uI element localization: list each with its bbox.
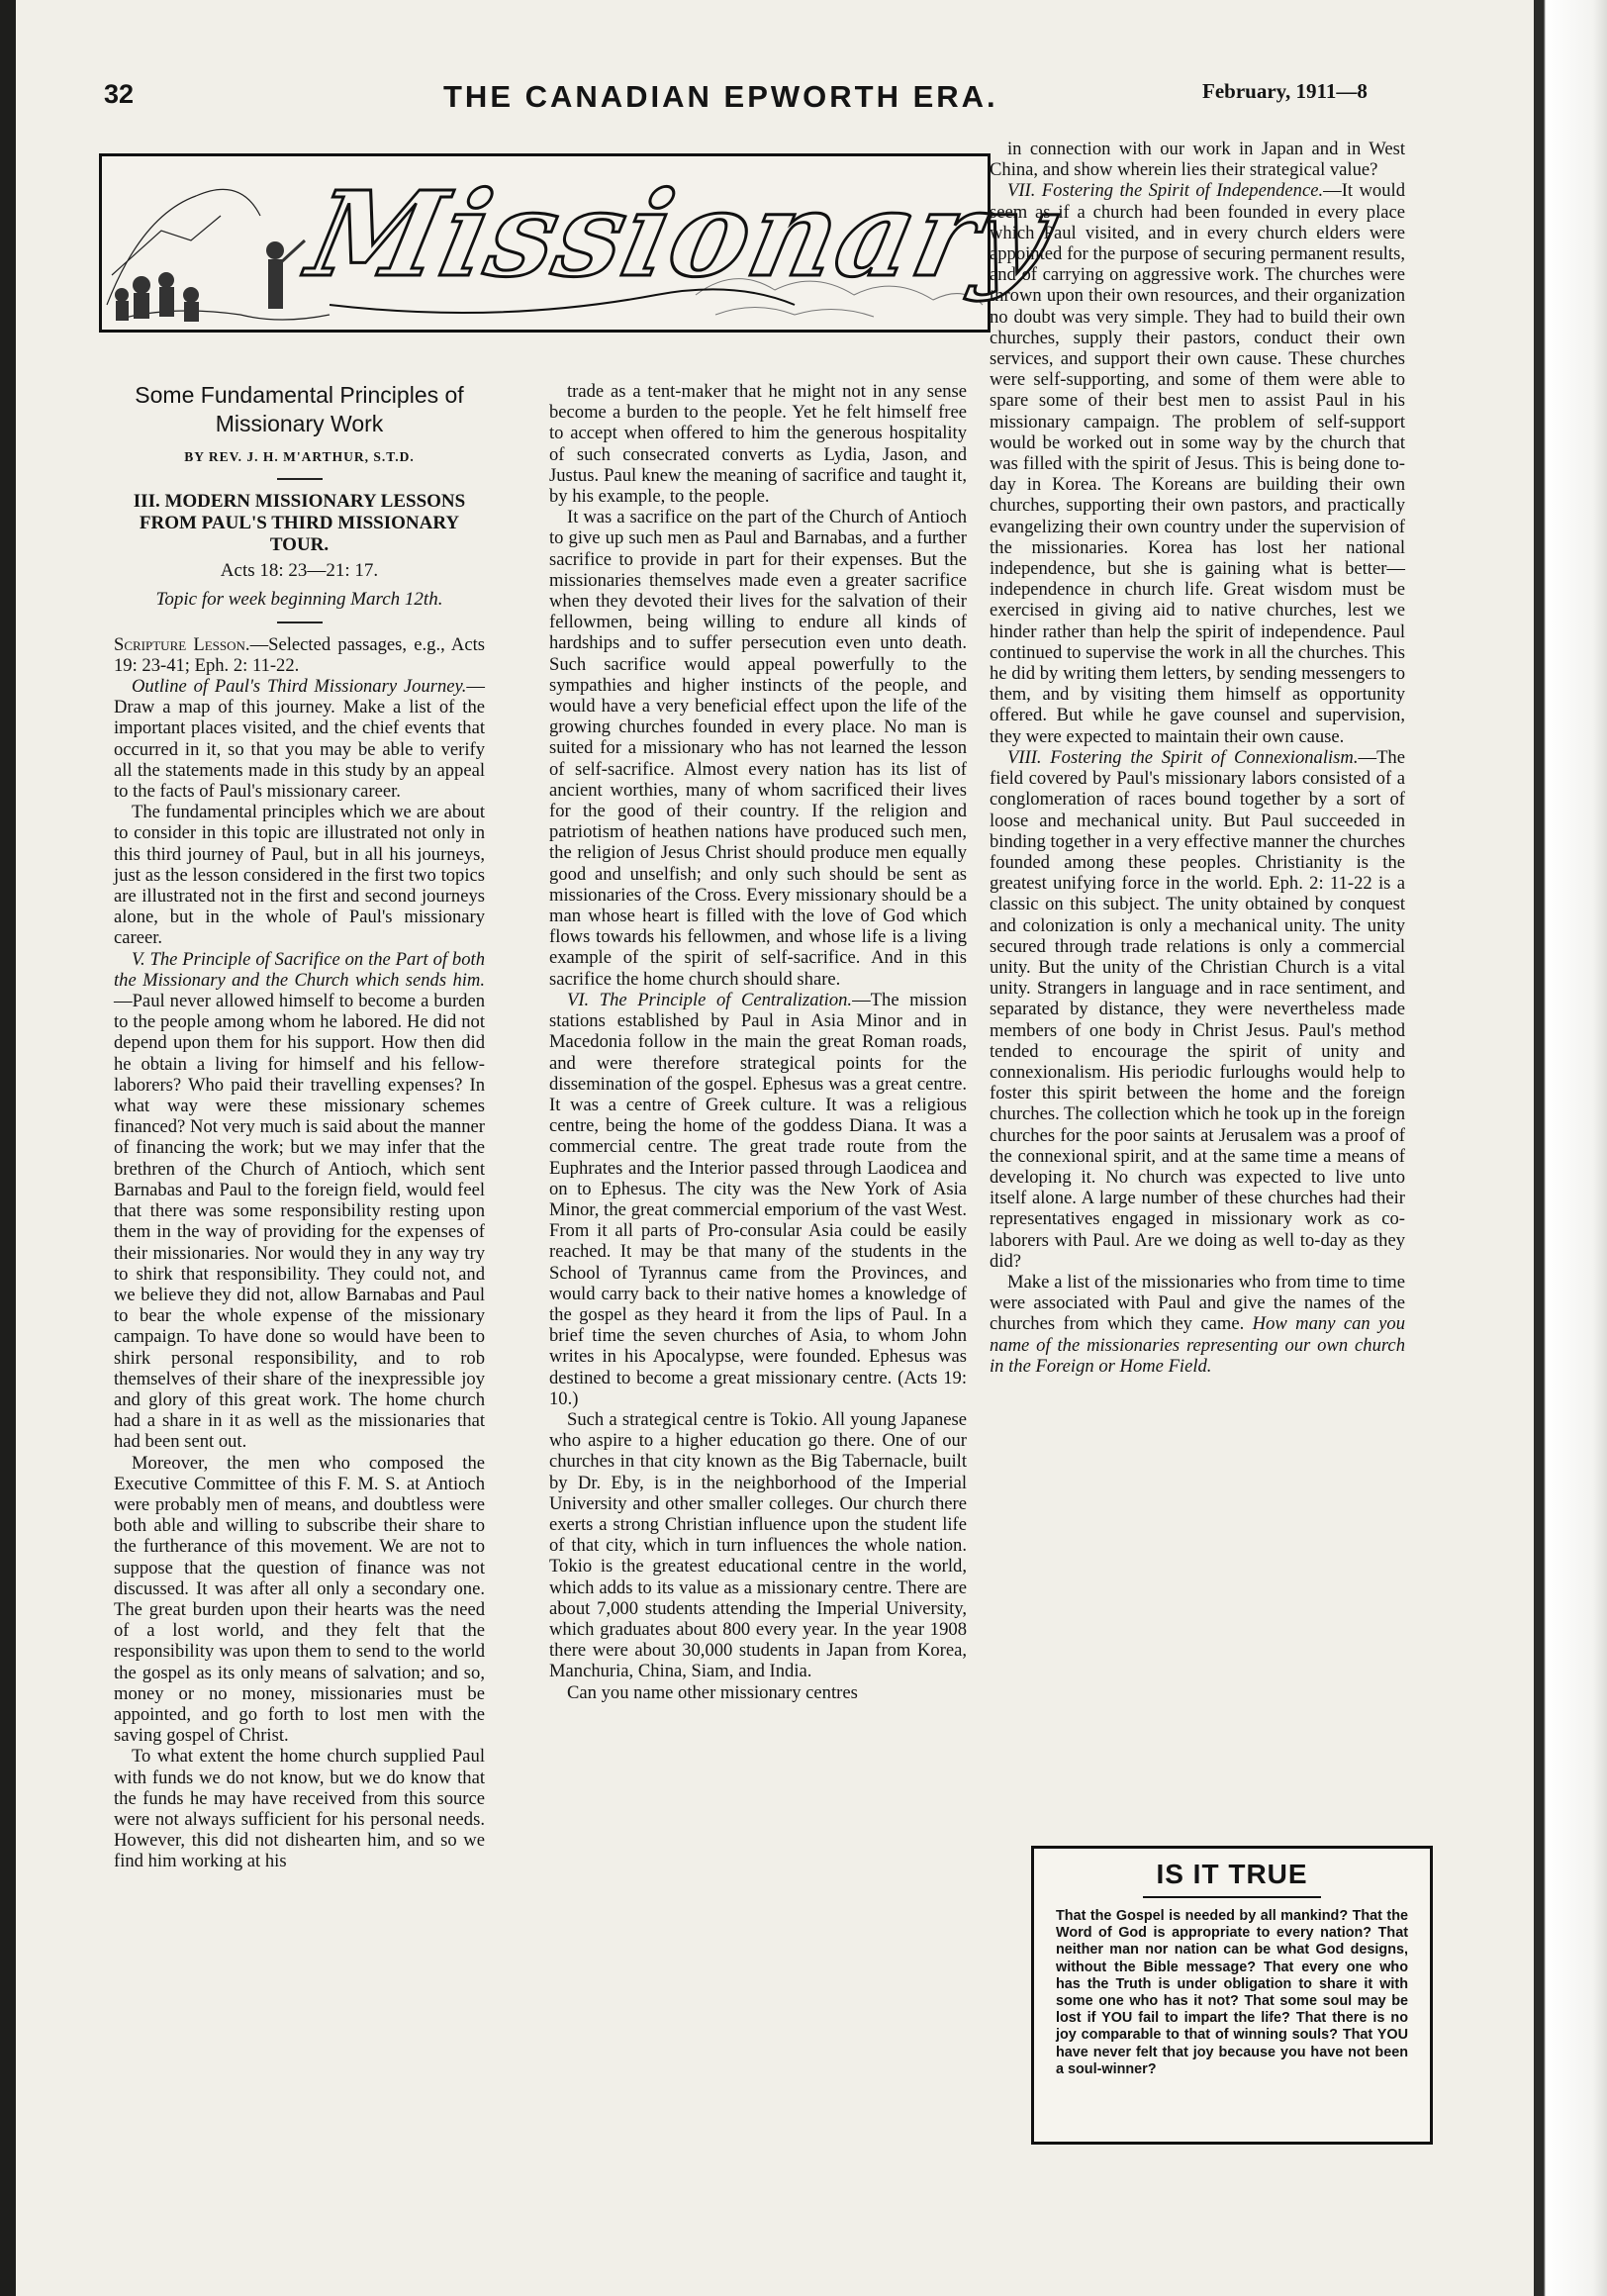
paragraph-question: How many can you name of the missionaries representing our own church in the Foreign or Home Field. <box>990 1313 1405 1377</box>
paragraph-lead: VII. Fostering the Spirit of Independence. <box>1007 180 1324 202</box>
paragraph <box>114 676 485 802</box>
paragraph <box>114 1453 485 1747</box>
divider <box>277 478 323 480</box>
column-1-body <box>114 676 485 1872</box>
column-3-body <box>990 139 1405 1377</box>
paragraph-lead: VI. The Principle of Centralization. <box>567 989 853 1010</box>
paragraph <box>549 990 967 1409</box>
paragraph-text: It was a sacrifice on the part of the Church of Antioch to give up such men as Paul and Barnabas, and a further sacrifice to provide in part for their expenses. But the missionaries themselves made even a greater sacrifice when they devoted their lives for the salvation of their fellowmen, being willing to endure all kinds of hardships and to suffer persecution even unto death. Such sacrifice would appeal powerfully to the sympathies and higher instincts of the people, and would have a very beneficial effect upon the life of the growing churches founded in every place. No man is suited for a missionary who has not learned the lesson of self-sacrifice. Almost every nation has its list of ancient worthies, many of whom sacrificed their lives for the good of their country. If the religion and patriotism of heathen nations have produced such men, the religion of Jesus Christ should produce men equally good and unselfish; and only such should be sent as missionaries of the Cross. Every missionary should be a man whose heart is filled with the love of God which flows towards his fellowmen, and whose life is a living example of the spirit of self-sacrifice. And in this sacrifice the home church should share. <box>549 507 967 990</box>
banner-title: Missionary <box>298 166 1065 304</box>
box-divider <box>1143 1896 1321 1898</box>
paragraph <box>990 180 1405 746</box>
paragraph-text: Can you name other missionary centres <box>567 1681 858 1703</box>
paragraph <box>990 139 1405 180</box>
paragraph <box>990 747 1405 1272</box>
is-it-true-box <box>1031 1846 1433 2145</box>
missionary-banner <box>99 153 1065 333</box>
paragraph <box>114 1746 485 1871</box>
paragraph <box>114 949 485 1453</box>
paragraph-text: Such a strategical centre is Tokio. All young Japanese who aspire to a higher education go there. One of our churches in that city known as the Big Tabernacle, built by Dr. Eby, is in the neighborhood of the Imperial University and other smaller colleges. Our church there exerts a strong Christian influence upon the student life of that city, which in turn influences the whole nation. Tokio is the greatest educational centre in the world, which adds to its value as a missionary centre. There are about 7,000 students attending the Imperial University, which graduates about 800 every year. In the year 1908 there were about 30,000 students in Japan from Korea, Manchuria, China, Siam, and India. <box>549 1408 967 1682</box>
page-number: 32 <box>104 79 135 109</box>
banner-illustration <box>102 156 1065 330</box>
journal-title: THE CANADIAN EPWORTH ERA. <box>443 79 998 114</box>
column-2 <box>549 381 967 1703</box>
column-3 <box>990 139 1405 1377</box>
paragraph-lead: V. The Principle of Sacrifice on the Part of both the Missionary and the Church which sends him. <box>114 948 485 991</box>
paragraph-text: trade as a tent-maker that he might not in any sense become a burden to the people. Yet he felt himself free to accept when offered to him the generous hospitality of such consecrated converts as Lydia, Jason, and Justus. Paul knew the meaning of sacrifice and taught it, by his example, to the people. <box>549 381 967 508</box>
topic-line: Topic for week beginning March 12th. <box>155 589 443 611</box>
box-text: That the Gospel is needed by all mankind? That the Word of God is appropriate to every nation? That neither man nor nation can be what God designs, without the Bible message? That every one who has the Truth is under obligation to share it with some one who has it not? That some soul may be lost if YOU fail to impart the life? That there is no joy comparable to that of winning souls? That YOU have never felt that joy because you have not been a soul-winner? <box>1056 1908 1408 2077</box>
scripture-text: —Selected passages, e.g., Acts 19: 23-41; Eph. 2: 11-22. <box>114 633 486 676</box>
divider <box>277 622 323 623</box>
article-subheading: III. MODERN MISSIONARY LESSONS FROM PAUL'S THIRD MISSIONARY TOUR. <box>133 491 466 556</box>
paragraph <box>990 1272 1405 1377</box>
column-2-body <box>549 381 967 1703</box>
paragraph-text: To what extent the home church supplied Paul with funds we do not know, but we do know that the funds he may have received from this source were not always sufficient for his personal needs. However, this did not dishearten him, and so we find him working at his <box>114 1746 485 1872</box>
paragraph-text: —It would seem as if a church had been founded in every place which Paul visited, and in every church elders were appointed for the purpose of securing permanent results, and of carrying on aggressive work. The churches were thrown upon their own resources, and their organization no doubt was very simple. They had to build their own churches, supply their pastors, conduct their own services, and support their own cause. These churches were self-supporting, and some of them were able to spare some of their best men to assist Paul in his missionary campaign. The problem of self-support would be worked out in some way by the church that was filled with the spirit of Jesus. This is being done to-day in Korea. The Koreans are building their own churches, supporting their own pastors, and practically evangelizing their own country under the supervision of the missionaries. Korea has lost her national independence, but she is gaining what is better—independence in church life. Great wisdom must be exercised in giving aid to native churches, lest we hinder rather than help the spirit of independence. Paul continued to supervise the work in all the churches. This he did by writing them letters, by sending messengers to them, and by visiting them himself as opportunity offered. But while he gave counsel and supervision, they were expected to maintain their own cause. <box>990 180 1405 747</box>
scripture-label: Scripture Lesson. <box>114 633 250 655</box>
paragraph-lead: VIII. Fostering the Spirit of Connexionalism. <box>1007 746 1359 768</box>
scripture-reference: Acts 18: 23—21: 17. <box>220 560 379 582</box>
paragraph <box>549 1409 967 1682</box>
paragraph <box>549 1682 967 1703</box>
column-1 <box>114 381 485 1872</box>
paragraph <box>549 381 967 507</box>
paragraph-text: The fundamental principles which we are about to consider in this topic are illustrated not only in this third journey of Paul, but in all his journeys, just as the lesson considered in the first two topics are illustrated not in the first and second journeys alone, but in the whole of Paul's missionary career. <box>114 802 485 949</box>
paragraph-text: Moreover, the men who composed the Executive Committee of this F. M. S. at Antioch were probably men of means, and doubtless were both able and willing to subscribe their share to the furtherance of this movement. We are not to suppose that the question of finance was not discussed. It was after all only a secondary one. The great burden upon their hearts was the need of a lost world, and they felt that the responsibility was upon them to send to the world the gospel as its only means of salvation; and so, money or no money, missionaries must be appointed, and go forth to lost men with the saving gospel of Christ. <box>114 1452 485 1747</box>
scripture-lesson <box>114 634 485 676</box>
paragraph-text: —The field covered by Paul's missionary labors consisted of a conglomeration of races bound together by a sort of loose and mechanical unity. But Paul succeeded in binding together in a very effective manner the churches founded among these peoples. Christianity is the greatest unifying force in the world. Eph. 2: 11-22 is a classic on this subject. The unity obtained by conquest and colonization is only a mechanical unity. The unity secured through trade relations is only a commercial unity. But the unity of the Christian Church is a vital unity. Strangers in language and in race sentiment, and separated by distance, they were nevertheless made members of one body in Christ Jesus. Paul's method tended to encourage the spirit of unity and connexionalism. His periodic furloughs would help to foster this spirit between the home and the foreign churches. The collection which he took up in the foreign churches for the poor saints at Jerusalem was a proof of the connexional spirit, and at the same time a means of developing it. No church was expected to live unto itself alone. A large number of these churches had their representatives engaged in missionary work as co-laborers with Paul. Are we doing as well to-day as they did? <box>990 746 1405 1272</box>
paragraph <box>549 507 967 990</box>
paragraph-text: in connection with our work in Japan and in West China, and show wherein lies their strategical value? <box>990 139 1405 181</box>
paragraph-text: —Paul never allowed himself to become a burden to the people among whom he labored. He did not depend upon them for his support. How then did he obtain a living for himself and his fellow-laborers? Who paid their travelling expenses? In what way were these missionary schemes financed? Not very much is said about the manner of financing the work; but we may infer that the brethren of the Church of Antioch, which sent Barnabas and Paul to the foreign field, would feel that there was some responsibility resting upon them in the way of providing for the expenses of their missionaries. Nor would they in any way try to shirk that responsibility. They could not, and we believe they did not, allow Barnabas and Paul to bear the whole expense of the missionary campaign. To have done so would have been to shirk personal responsibility, and to rob themselves of their share of the inexpressible joy and glory of this great work. The home church had a share in it as well as the missionaries that had been sent out. <box>114 991 485 1453</box>
box-title: IS IT TRUE <box>1156 1859 1308 1889</box>
paragraph <box>114 802 485 948</box>
binding-shadow <box>0 0 16 2296</box>
paragraph-text: —The mission stations established by Paul in Asia Minor and in Macedonia follow in the main the great Roman roads, and were therefore strategical points for the dissemination of the gospel. Ephesus was a great centre. It was a centre of Greek culture. It was a religious centre, being the home of the goddess Diana. It was a commercial centre. The great trade route from the Euphrates and the Interior passed through Laodicea and on to Ephesus. The city was the New York of Asia Minor, the great commercial emporium of the vast West. From it all parts of Pro-consular Asia could be easily reached. It may be that many of the students in the School of Tyrannus came from the Provinces, and would carry back to their native homes a knowledge of the gospel as they heard it from the lips of Paul. In a brief time the seven churches of Asia, to whom John writes in his Apocalypse, were founded. Ephesus was destined to become a great missionary centre. (Acts 19: 10.) <box>549 989 967 1409</box>
article-title: Some Fundamental Principles of Missionary Work <box>135 382 464 436</box>
adjacent-page-edge <box>1534 0 1607 2296</box>
paragraph-lead: Outline of Paul's Third Missionary Journey. <box>132 676 467 698</box>
paragraph-text: Make a list of the missionaries who from time to time were associated with Paul and give the names of the churches from which they came. <box>990 1271 1405 1335</box>
paragraph-text: —Draw a map of this journey. Make a list of the important places visited, and the chief events that occurred in it, so that you may be able to verify all the statements made in this study by an appeal to the facts of Paul's missionary career. <box>114 676 485 803</box>
issue-date: February, 1911—8 <box>1202 79 1368 103</box>
article-byline: BY REV. J. H. M'ARTHUR, S.T.D. <box>184 449 415 464</box>
